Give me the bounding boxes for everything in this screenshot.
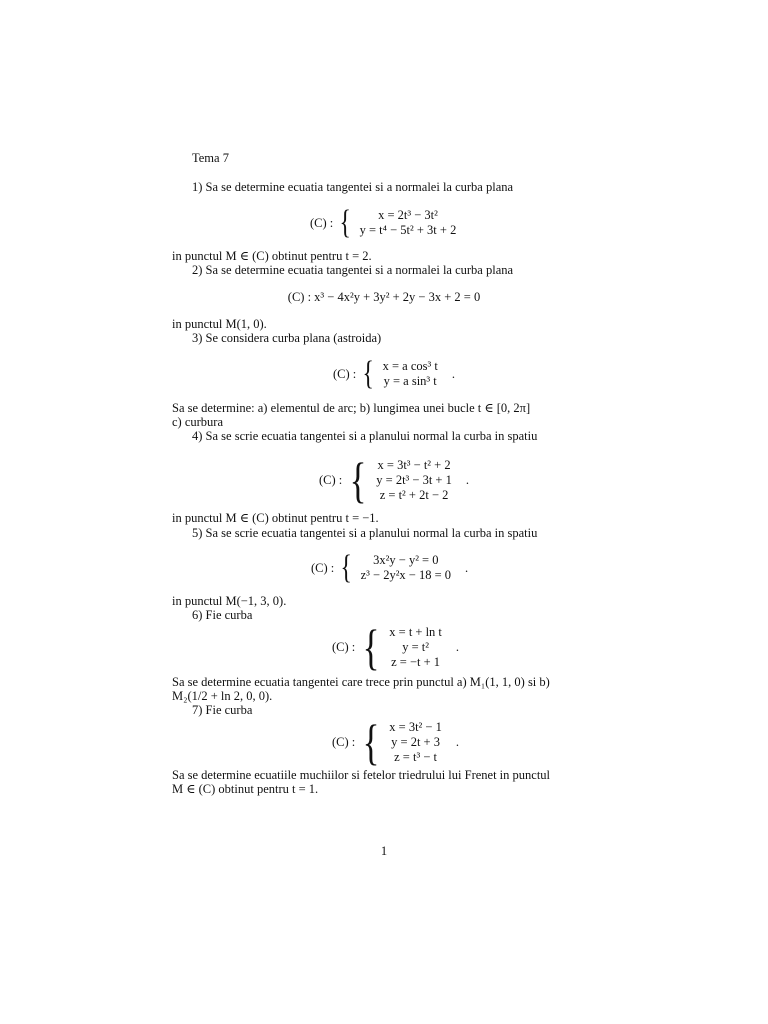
equation-lines [383, 359, 438, 389]
problem-6-task: Sa se determine ecuatia tangentei care trece prin punctul a) M₁(1, 1, 0) si b) [172, 675, 550, 689]
equation-x: x = 3t³ − t² + 2 [377, 457, 451, 472]
curve-label: (C) : [332, 639, 356, 654]
left-brace: { [340, 549, 353, 586]
problem-7-task: Sa se determine ecuatiile muchiilor si fetelor triedrului lui Frenet in punctul [172, 768, 551, 782]
left-brace: { [349, 452, 367, 508]
problem-2-statement: 2) Sa se determine ecuatia tangentei si a normalei la curba plana [192, 263, 514, 277]
curve-label: (C) : [311, 560, 335, 575]
left-brace: { [362, 714, 380, 770]
equation-x: x = 3t² − 1 [389, 719, 442, 734]
equation-y: y = 2t + 3 [391, 734, 440, 749]
left-brace: { [362, 355, 375, 392]
equation-x: x = 2t³ − 3t² [378, 208, 438, 222]
period: . [465, 560, 469, 575]
curve-label: (C) : [333, 366, 357, 381]
problem-5-point: in punctul M(−1, 3, 0). [172, 594, 287, 608]
left-brace: { [362, 619, 380, 675]
equation-lines [376, 458, 452, 503]
problem-2-equation: (C) : x³ − 4x²y + 3y² + 2y − 3x + 2 = 0 [287, 290, 481, 304]
page-number: 1 [380, 844, 388, 858]
problem-2-point: in punctul M(1, 0). [172, 317, 267, 331]
equation-y: y = 2t³ − 3t + 1 [376, 472, 452, 487]
problem-5-system [311, 551, 468, 585]
equation-z: z = −t + 1 [391, 654, 441, 669]
problem-1-system [310, 206, 456, 240]
period: . [455, 734, 459, 749]
left-brace: { [339, 204, 352, 241]
problem-1-point: in punctul M ∈ (C) obtinut pentru t = 2. [172, 249, 372, 263]
equation-lines [389, 720, 442, 765]
document-title: Tema 7 [192, 151, 229, 165]
problem-7-statement: 7) Fie curba [192, 703, 253, 717]
problem-6-system [332, 619, 460, 675]
problem-4-statement: 4) Sa se scrie ecuatia tangentei si a planului normal la curba in spatiu [192, 429, 538, 443]
problem-3-statement: 3) Se considera curba plana (astroida) [192, 331, 382, 345]
equation-lines [389, 625, 442, 670]
problem-6-task-cont: M₂(1/2 + ln 2, 0, 0). [172, 689, 273, 703]
period: . [455, 639, 460, 654]
curve-label: (C) : [310, 215, 334, 230]
problem-1-statement: 1) Sa se determine ecuatia tangentei si a normalei la curba plana [192, 180, 514, 194]
equation-y: y = a sin³ t [383, 374, 437, 388]
curve-label: (C) : [332, 734, 356, 749]
equation-1: 3x²y − y² = 0 [373, 553, 439, 567]
period: . [451, 366, 455, 381]
problem-7-system [332, 714, 459, 770]
problem-4-system [319, 452, 469, 508]
equation-y: y = t² [402, 639, 429, 654]
equation-z: z = t² + 2t − 2 [379, 487, 449, 502]
problem-4-point: in punctul M ∈ (C) obtinut pentru t = −1. [172, 511, 379, 525]
period: . [465, 472, 469, 487]
equation-x: x = t + ln t [389, 624, 442, 639]
equation-lines [361, 553, 451, 583]
problem-3-tasks-cont: c) curbura [172, 415, 224, 429]
curve-label: (C) : [319, 472, 343, 487]
equation-2: z³ − 2y²x − 18 = 0 [360, 568, 452, 582]
equation-lines [360, 208, 457, 238]
equation-x: x = a cos³ t [382, 359, 438, 373]
equation-z: z = t³ − t [394, 749, 437, 764]
problem-6-statement: 6) Fie curba [192, 608, 253, 622]
problem-3-system [333, 357, 455, 391]
problem-7-task-cont: M ∈ (C) obtinut pentru t = 1. [172, 782, 319, 796]
problem-3-tasks: Sa se determine: a) elementul de arc; b) lungimea unei bucle t ∈ [0, 2π] [172, 401, 531, 415]
equation-y: y = t⁴ − 5t² + 3t + 2 [359, 223, 457, 237]
problem-5-statement: 5) Sa se scrie ecuatia tangentei si a planului normal la curba in spatiu [192, 526, 538, 540]
